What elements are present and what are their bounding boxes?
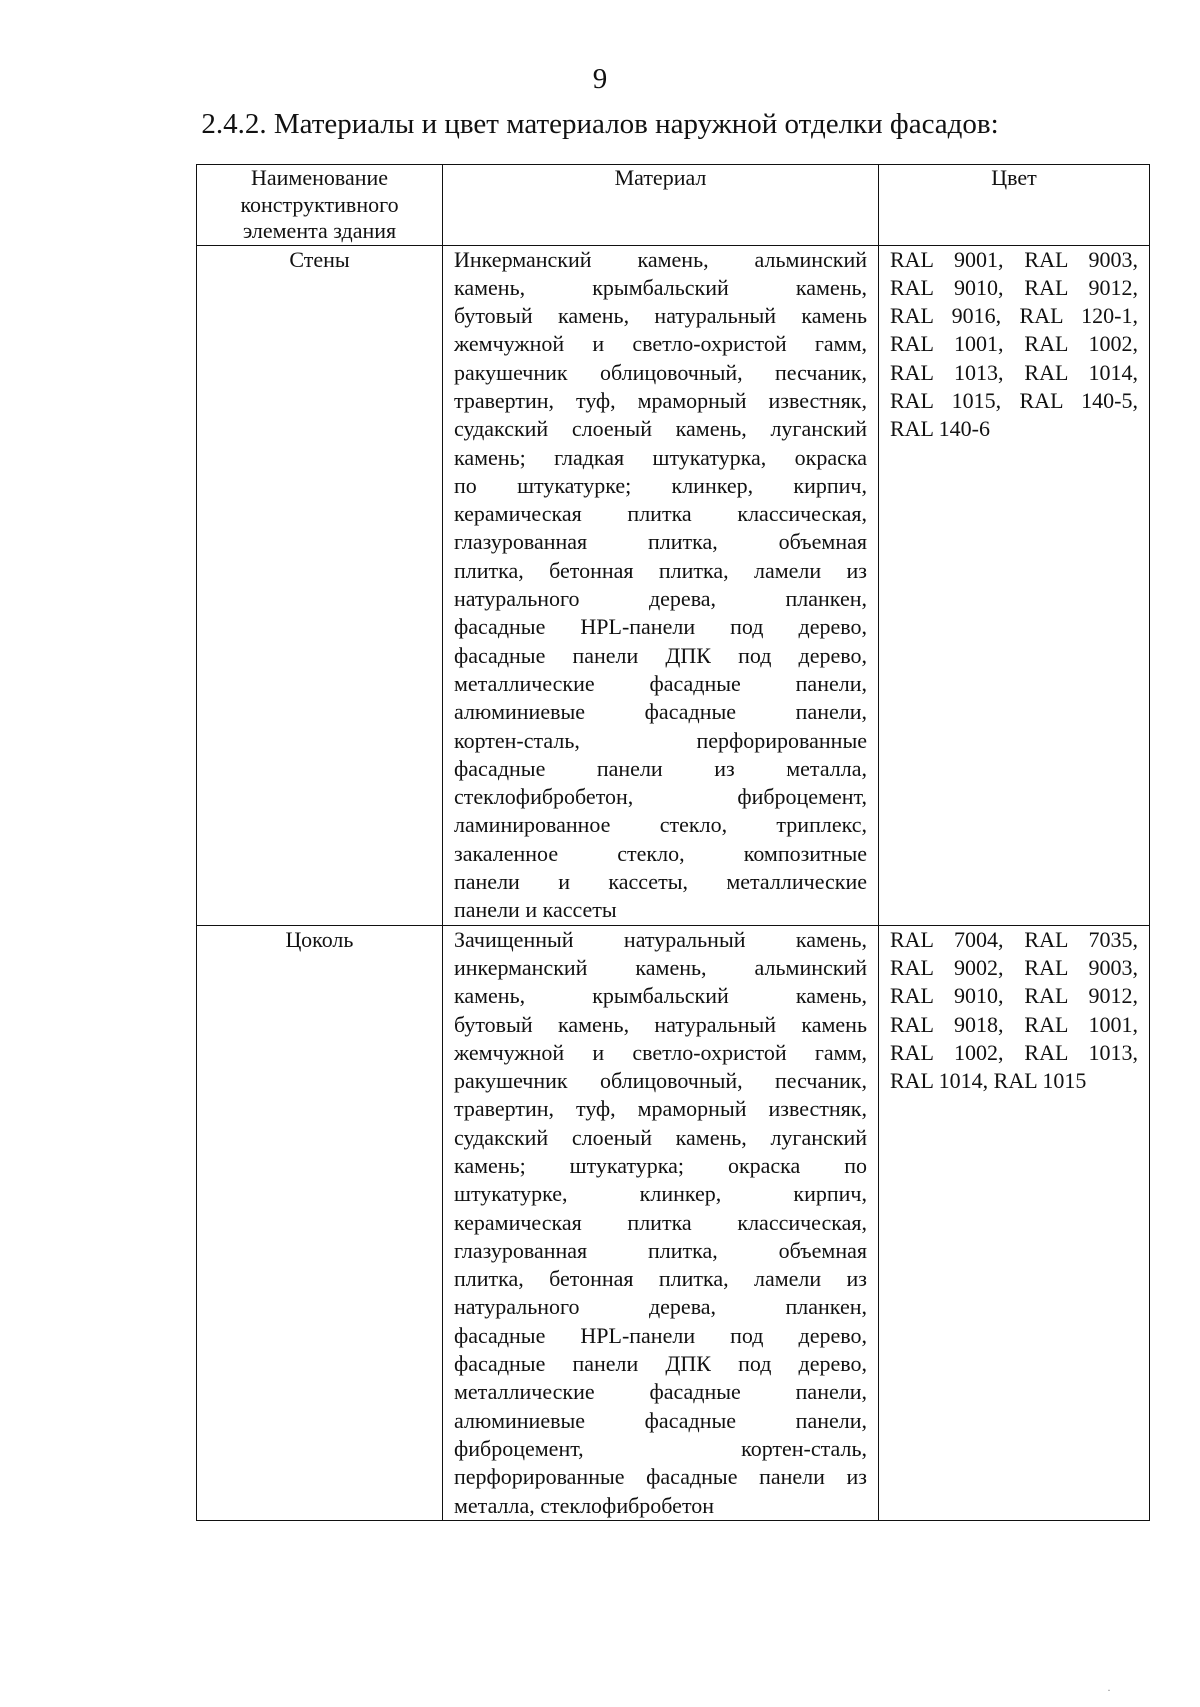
material-line: плитка, бетонная плитка, ламели из [454, 557, 867, 583]
color-line: RAL 1002, RAL 1013, [890, 1039, 1138, 1065]
element-name-cell: Стены [197, 245, 443, 925]
material-line: фасадные панели ДПК под дерево, [454, 642, 867, 668]
material-line: перфорированные фасадные панели из [454, 1464, 867, 1490]
material-line: судакский слоеный камень, луганский [454, 416, 867, 442]
material-line: фасадные панели из металла, [454, 755, 867, 781]
color-line: RAL 1014, RAL 1015 [890, 1068, 1087, 1094]
material-line: панели и кассеты [454, 897, 617, 923]
color-line: RAL 9016, RAL 120-1, [890, 303, 1138, 329]
material-line: металла, стеклофибробетон [454, 1492, 715, 1518]
material-line: стеклофибробетон, фиброцемент, [454, 784, 867, 810]
material-line: ракушечник облицовочный, песчаник, [454, 359, 867, 385]
color-line: RAL 9010, RAL 9012, [890, 274, 1138, 300]
page-number: 9 [592, 63, 608, 95]
header-material: Материал [443, 165, 879, 246]
color-line: RAL 1001, RAL 1002, [890, 331, 1138, 357]
material-line: камень; гладкая штукатурка, окраска [454, 444, 867, 470]
color-line: RAL 9001, RAL 9003, [890, 246, 1138, 272]
color-line: RAL 9010, RAL 9012, [890, 983, 1138, 1009]
material-line: фасадные HPL-панели под дерево, [454, 614, 867, 640]
material-line: закаленное стекло, композитные [454, 840, 867, 866]
material-line: жемчужной и светло-охристой гамм, [454, 331, 867, 357]
material-line: фиброцемент, кортен-сталь, [454, 1435, 867, 1461]
material-line: Инкерманский камень, альминский [454, 246, 867, 272]
element-name-cell: Цоколь [197, 925, 443, 1520]
material-line: керамическая плитка классическая, [454, 1209, 867, 1235]
material-line: травертин, туф, мраморный известняк, [454, 1096, 867, 1122]
material-line: камень, крымбальский камень, [454, 983, 867, 1009]
material-line: штукатурке, клинкер, кирпич, [454, 1181, 867, 1207]
color-line: RAL 1015, RAL 140-5, [890, 387, 1138, 413]
color-cell [879, 925, 1150, 1520]
material-line: алюминиевые фасадные панели, [454, 1407, 867, 1433]
table-row [197, 245, 1150, 925]
header-element-name: Наименование конструктивного элемента здания [197, 165, 443, 246]
material-line: ламинированное стекло, триплекс, [454, 812, 867, 838]
material-line: фасадные HPL-панели под дерево, [454, 1322, 867, 1348]
color-line: RAL 7004, RAL 7035, [890, 926, 1138, 952]
material-line: панели и кассеты, металлические [454, 869, 867, 895]
table-header-row [197, 165, 1150, 246]
material-line: камень; штукатурка; окраска по [454, 1153, 867, 1178]
material-cell [443, 925, 879, 1520]
material-line: глазурованная плитка, объемная [454, 1237, 867, 1263]
color-line: RAL 9018, RAL 1001, [890, 1011, 1138, 1037]
material-line: бутовый камень, натуральный камень [454, 303, 867, 329]
color-cell [879, 245, 1150, 925]
material-line: Зачищенный натуральный камень, [454, 926, 867, 952]
color-line: RAL 1013, RAL 1014, [890, 359, 1138, 385]
material-line: по штукатурке; клинкер, кирпич, [454, 472, 867, 498]
header-color: Цвет [879, 165, 1150, 246]
scan-speck: · [1107, 1683, 1111, 1697]
materials-table [196, 164, 1150, 1521]
table-row [197, 925, 1150, 1520]
material-line: металлические фасадные панели, [454, 670, 867, 696]
material-line: плитка, бетонная плитка, ламели из [454, 1266, 867, 1292]
material-line: кортен-сталь, перфорированные [454, 727, 867, 753]
material-line: фасадные панели ДПК под дерево, [454, 1351, 867, 1377]
color-line: RAL 9002, RAL 9003, [890, 954, 1138, 980]
material-line: бутовый камень, натуральный камень [454, 1011, 867, 1037]
material-line: керамическая плитка классическая, [454, 501, 867, 527]
section-title: 2.4.2. Материалы и цвет материалов наружной отделки фасадов: [201, 108, 999, 140]
material-line: судакский слоеный камень, луганский [454, 1124, 867, 1150]
material-line: травертин, туф, мраморный известняк, [454, 387, 867, 413]
material-line: камень, крымбальский камень, [454, 274, 867, 300]
material-line: инкерманский камень, альминский [454, 954, 867, 980]
material-cell [443, 245, 879, 925]
material-line: натурального дерева, планкен, [454, 1294, 867, 1320]
material-line: металлические фасадные панели, [454, 1379, 867, 1405]
material-line: жемчужной и светло-охристой гамм, [454, 1039, 867, 1065]
material-line: ракушечник облицовочный, песчаник, [454, 1068, 867, 1094]
material-line: глазурованная плитка, объемная [454, 529, 867, 555]
material-line: алюминиевые фасадные панели, [454, 699, 867, 725]
material-line: натурального дерева, планкен, [454, 586, 867, 612]
color-line: RAL 140-6 [890, 416, 991, 442]
